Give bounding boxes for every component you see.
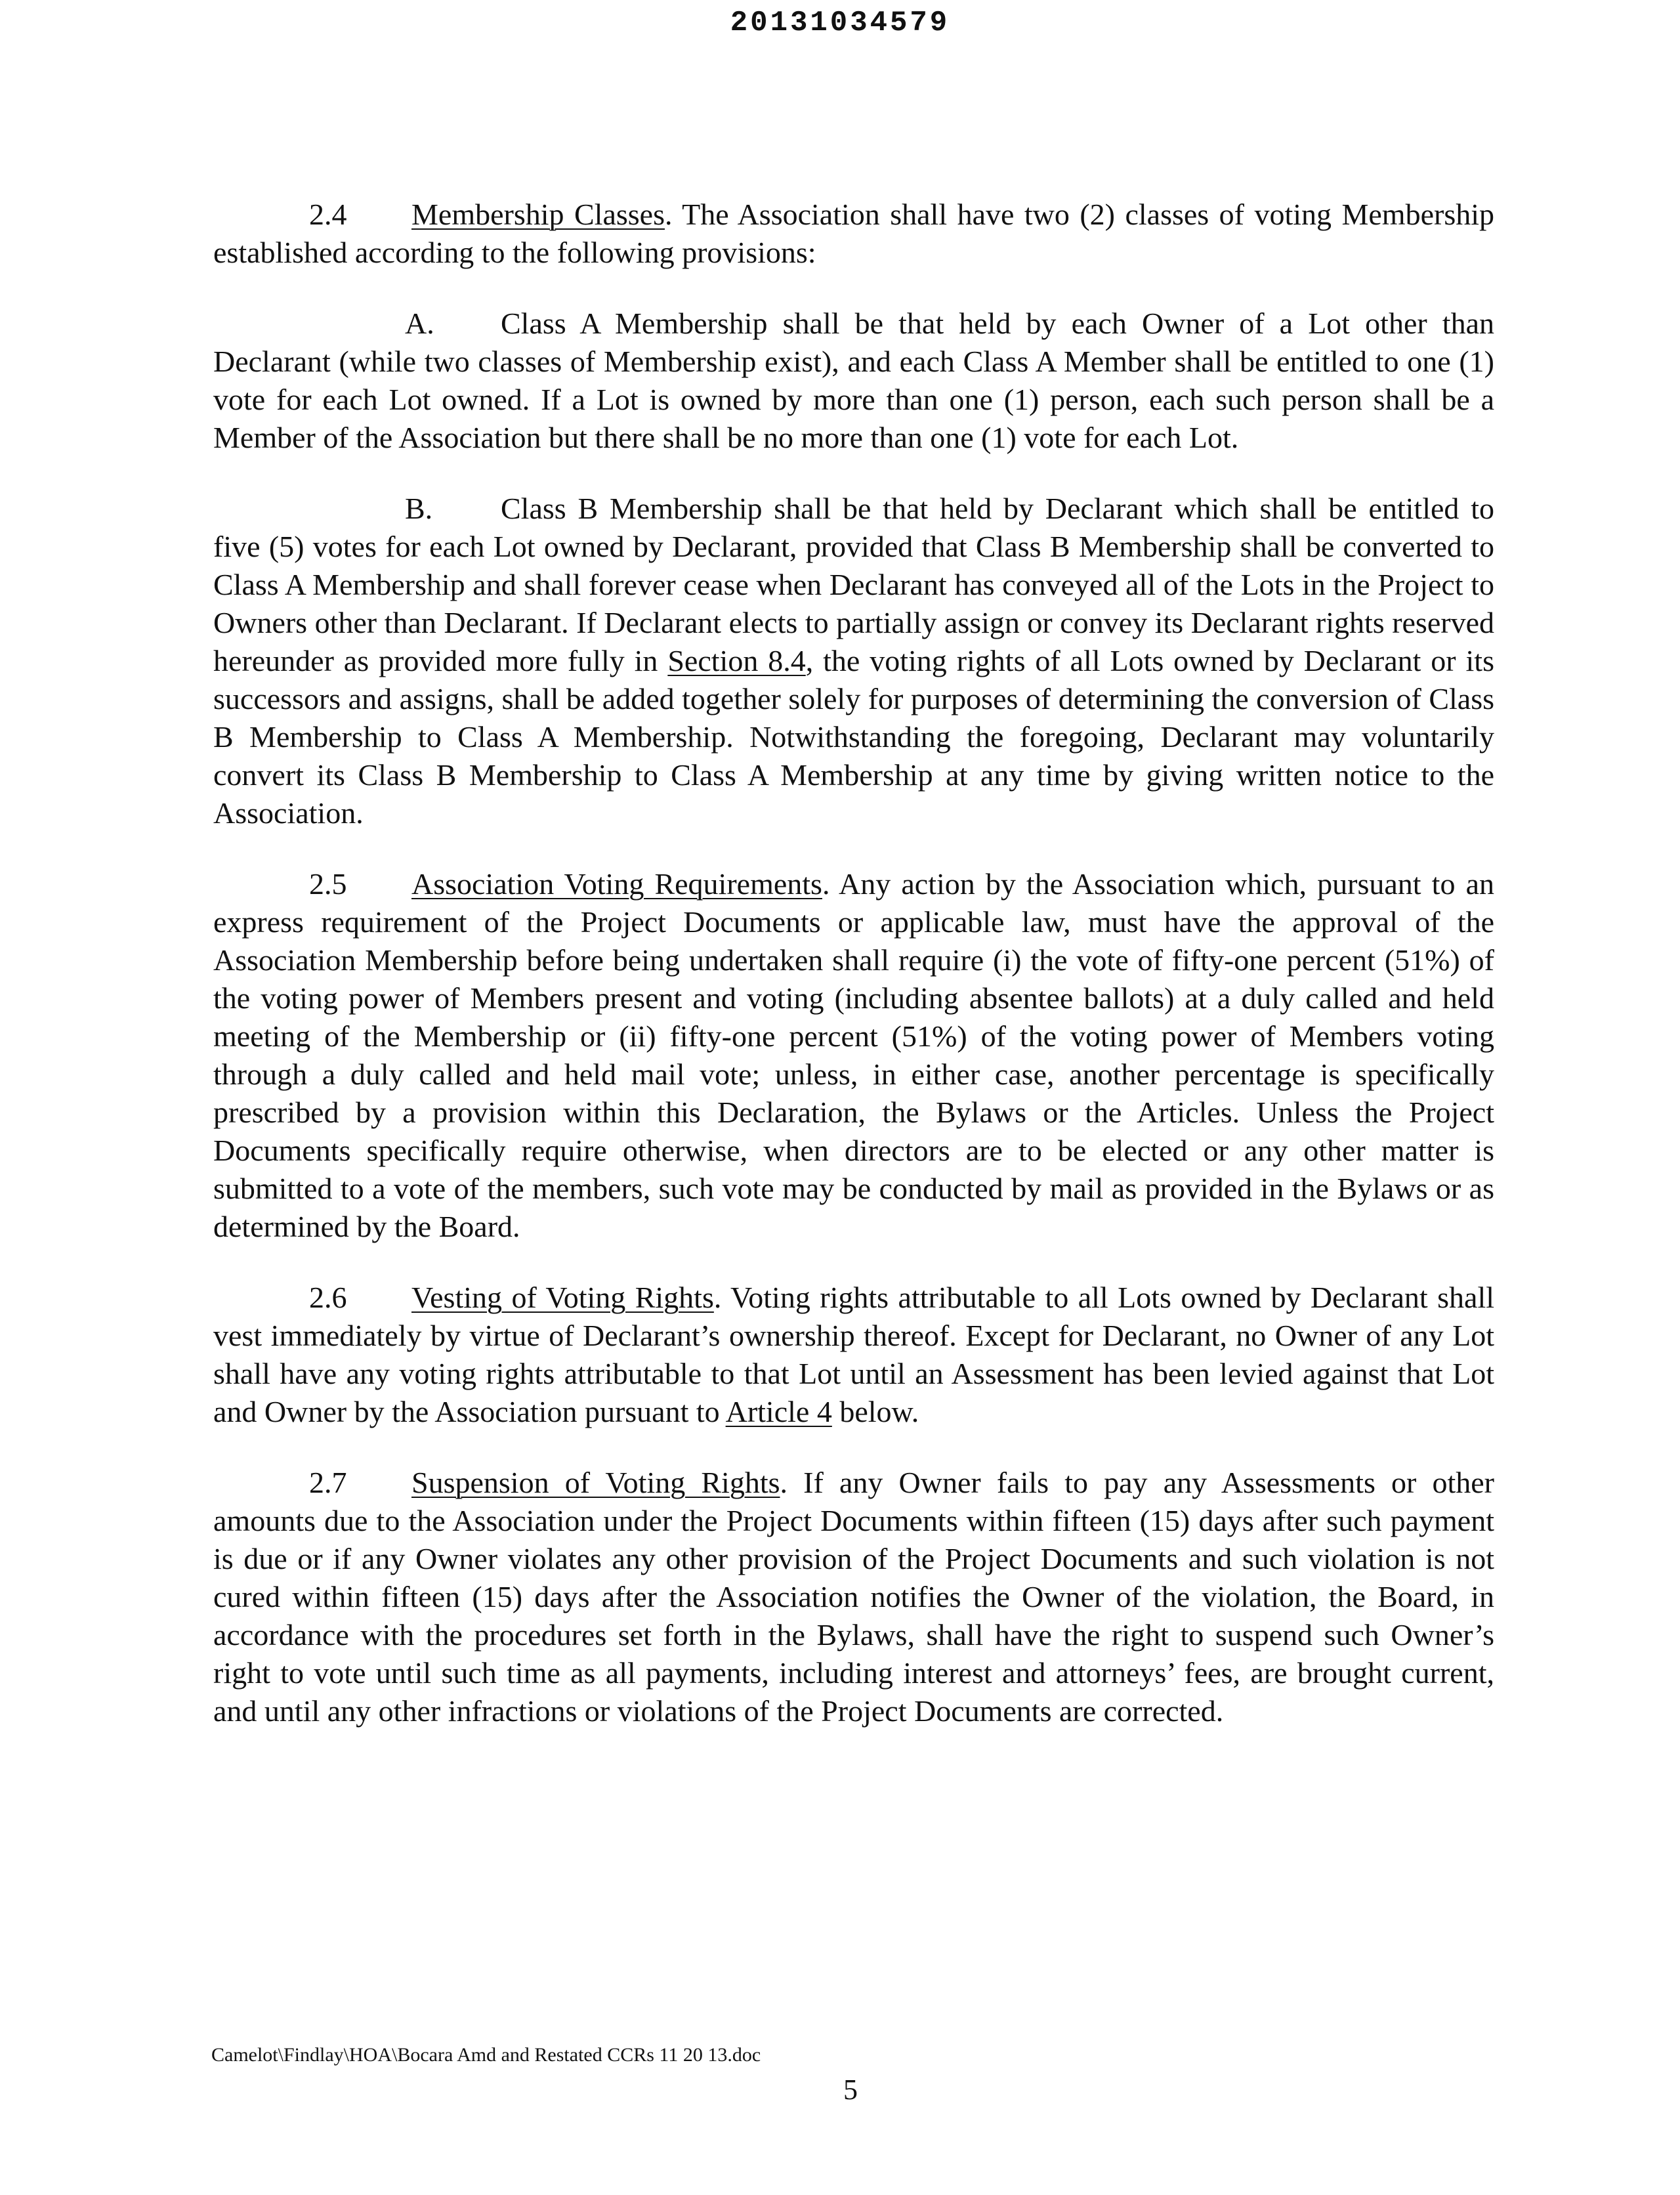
- document-number: 20131034579: [730, 7, 950, 39]
- document-body: [213, 196, 1494, 1763]
- subsection-text: Class A Membership shall be that held by each Owner of a Lot other than Declarant (while two classes of Membership exist), and each Class A Member shall be entitled to one (1) vote for each Lot owned. If a Lot is owned by more than one (1) person, each such person shall be a Member of the Association but there shall be no more than one (1) vote for each Lot.: [213, 307, 1494, 454]
- section-heading: Vesting of Voting Rights: [411, 1281, 714, 1314]
- section-reference: Section 8.4: [667, 644, 806, 677]
- section-2-6: [213, 1279, 1494, 1431]
- section-number: 2.5: [309, 867, 347, 901]
- subsection-text: Class B Membership shall be that held by Declarant which shall be entitled to five (5) votes for each Lot owned by Declarant, provided that Class B Membership shall be converted to Class A Membership and shall forever cease when Declarant has conveyed all of the Lots in the Project to Owners other than Declarant. If Declarant elects to partially assign or convey its Declarant rights reserved hereunder as provided more fully in: [213, 492, 1494, 677]
- article-reference: Article 4: [725, 1395, 832, 1428]
- page-number: 5: [843, 2074, 858, 2106]
- section-2-4-b: [213, 490, 1494, 832]
- section-heading: Suspension of Voting Rights: [411, 1466, 780, 1499]
- section-number: 2.7: [309, 1466, 347, 1499]
- subsection-text-continued: , the voting rights of all Lots owned by Declarant or its successors and assigns, shall be added together solely for purposes of determining the conversion of Class B Membership to Class A Membership. Notwithstanding the foregoing, Declarant may voluntarily convert its Class B Membership to Class A Membership at any time by giving written notice to the Association.: [213, 644, 1495, 830]
- section-number: 2.4: [309, 198, 347, 231]
- section-text: . Any action by the Association which, pursuant to an express requirement of the Project Documents or applicable law, must have the approval of the Association Membership before being undertaken shall require (i) the vote of fifty-one percent (51%) of the voting power of Members present and voting (including absentee ballots) at a duly called and held meeting of the Membership or (ii) fifty-one percent (51%) of the voting power of Members voting through a duly called and held mail vote; unless, in either case, another percentage is specifically prescribed by a provision within this Declaration, the Bylaws or the Articles. Unless the Project Documents specifically require otherwise, when directors are to be elected or any other matter is submitted to a vote of the members, such vote may be conducted by mail as provided in the Bylaws or as determined by the Board.: [213, 867, 1494, 1243]
- section-2-5: [213, 865, 1494, 1246]
- section-2-4-a: [213, 305, 1494, 457]
- section-text-continued: below.: [831, 1395, 919, 1428]
- section-heading: Membership Classes: [411, 198, 665, 231]
- section-text: . The Association shall have two (2) classes of voting Membership established according to the following provisions:: [213, 198, 1494, 269]
- section-heading: Association Voting Requirements: [411, 867, 822, 901]
- section-2-4: [213, 196, 1494, 272]
- footer-file-path: Camelot\Findlay\HOA\Bocara Amd and Restated CCRs 11 20 13.doc: [211, 2044, 761, 2066]
- section-number: 2.6: [309, 1281, 347, 1314]
- section-text: . Voting rights attributable to all Lots owned by Declarant shall vest immediately by virtue of Declarant’s ownership thereof. Except for Declarant, no Owner of any Lot shall have any voting rights attributable to that Lot until an Assessment has been levied against that Lot and Owner by the Association pursuant to: [213, 1281, 1495, 1428]
- section-text: . If any Owner fails to pay any Assessments or other amounts due to the Association under the Project Documents within fifteen (15) days after such payment is due or if any Owner violates any other provision of the Project Documents and such violation is not cured within fifteen (15) days after the Association notifies the Owner of the violation, the Board, in accordance with the procedures set forth in the Bylaws, shall have the right to suspend such Owner’s right to vote until such time as all payments, including interest and attorneys’ fees, are brought current, and until any other infractions or violations of the Project Documents are corrected.: [213, 1466, 1494, 1728]
- subsection-label: A.: [405, 307, 434, 340]
- subsection-label: B.: [405, 492, 433, 525]
- section-2-7: [213, 1464, 1494, 1730]
